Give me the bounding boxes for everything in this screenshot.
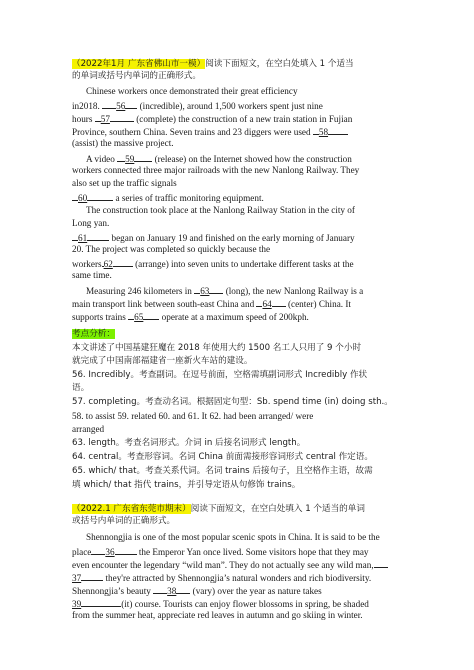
blank-number: 63 xyxy=(200,286,210,296)
passage-line: even encounter the legendary “wild man”. They do not actually see any wild man, xyxy=(72,558,388,571)
blank-number: 57 xyxy=(100,114,110,124)
passage-line: Measuring 246 kilometers in 63 (long), the new Nanlong Railway is a xyxy=(86,286,364,296)
analysis-line: 56. Incredibly。考查副词。在逗号前面，空格需填副词形式 Incredibly 作状 xyxy=(72,370,368,380)
passage-line: same time. xyxy=(72,270,112,280)
passage-line: workers connected three major railroads with the new Nanlong Railway. They xyxy=(72,165,360,175)
passage-line: Province, southern China. Seven trains and 23 diggers were used 58 xyxy=(72,125,348,138)
blank-number: 39 xyxy=(72,599,82,609)
passage-line: The construction took place at the Nanlong Railway Station in the city of xyxy=(86,205,355,215)
passage-line: A video 59 (release) on the Internet showed how the construction xyxy=(86,154,352,164)
analysis-tag: 考点分析： xyxy=(72,329,115,339)
blank-number: 56 xyxy=(116,101,126,111)
blank-number: 58 xyxy=(318,127,329,137)
analysis-line: 57. completing。考查动名词。根据固定句型：Sb. spend time (in) doing sth.。 xyxy=(72,397,393,407)
blank-number: 60 xyxy=(78,193,88,203)
passage-line: Shennongjia is one of the most popular scenic spots in China. It is said to be the xyxy=(86,532,380,542)
source-tag: （2022年1月 广东省佛山市一模） xyxy=(72,59,206,69)
instruction-text: 阅读下面短文，在空白处填入 1 个适当 xyxy=(205,59,354,69)
analysis-line: 就完成了中国南部福建省一座新火车站的建设。 xyxy=(72,356,253,366)
section1-header xyxy=(72,58,354,70)
blank-number: 62 xyxy=(103,259,113,269)
passage-line: 61 began on January 19 and finished on the early morning of January xyxy=(72,231,355,244)
instruction-text: 的单词或括号内单词的正确形式。 xyxy=(72,71,201,81)
source-tag: （2022.1 广东省东莞市期末） xyxy=(72,504,191,514)
passage-line: Shennongjia’s beauty 38 (vary) over the year as nature takes xyxy=(72,586,322,596)
blank-number: 59 xyxy=(125,154,135,164)
passage-line: supports trains 65 operate at a maximum speed of 200kph. xyxy=(72,312,309,322)
instruction-text: 阅读下面短文，在空白处填入 1 个适当的单词 xyxy=(190,504,365,514)
blank-number: 64 xyxy=(262,299,272,309)
analysis-line: 填 which/ that 指代 trains，并引导定语从句修饰 trains。 xyxy=(72,480,301,490)
passage-line: Long yan. xyxy=(72,218,110,228)
passage-line: Chinese workers once demonstrated their great efficiency xyxy=(86,86,298,96)
analysis-line: 语。 xyxy=(72,383,90,393)
analysis-line: 58. to assist 59. related 60. and 61. It 62. had been arranged/ were xyxy=(72,411,314,421)
analysis-line: arranged xyxy=(72,424,105,434)
analysis-line: 本文讲述了中国基建狂魔在 2018 年使用大约 1500 名工人只用了 9 个小时 xyxy=(72,343,362,353)
passage-line: 37 they're attracted by Shennongjia’s natural wonders and rich biodiversity. xyxy=(72,573,372,583)
analysis-line: 64. central。考查形容词。名词 China 前面需接形容词形式 central 作定语。 xyxy=(72,452,373,462)
passage-line: from the summer heat, appreciate red leaves in autumn and go skiing in winter. xyxy=(72,610,363,620)
instruction-text: 或括号内单词的正确形式。 xyxy=(72,516,176,526)
passage-line: in2018. 56 (incredible), around 1,500 workers spent just nine xyxy=(72,101,323,111)
blank-number: 38 xyxy=(167,586,177,596)
passage-line: 39 (it) course. Tourists can enjoy flower blossoms in spring, be shaded xyxy=(72,599,369,609)
passage-line: main transport link between south-east China and 64 (center) China. It xyxy=(72,299,351,309)
blank-number: 37 xyxy=(72,573,82,583)
passage-line: hours 57 (complete) the construction of a new train station in Fujian xyxy=(72,114,353,124)
passage-line: workers 62 (arrange) into seven units to undertake different tasks at the xyxy=(72,259,354,269)
blank-number: 61 xyxy=(78,233,88,243)
analysis-line: 63. length。考查名词形式。介词 in 后接名词形式 length。 xyxy=(72,438,306,448)
blank-number: 36 xyxy=(105,547,115,557)
passage-line: 20. The project was completed so quickly because the xyxy=(72,244,271,254)
passage-line: also set up the traffic signals xyxy=(72,178,177,188)
blank-number: 65 xyxy=(134,312,144,322)
section2-header xyxy=(72,503,365,515)
passage-line: (assist) the massive project. xyxy=(72,138,174,148)
passage-line: place 36 the Emperor Yan once lived. Some visitors hope that they may xyxy=(72,547,369,557)
analysis-line: 65. which/ that。考查关系代词。名词 trains 后接句子，且空格作主语，故需 xyxy=(72,466,373,476)
passage-line: 60 a series of traffic monitoring equipment. xyxy=(72,191,264,204)
